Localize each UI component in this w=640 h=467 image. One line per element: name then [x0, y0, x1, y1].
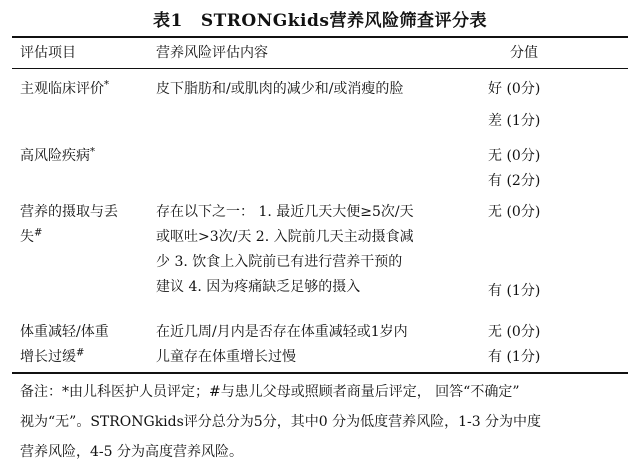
header-rule: [12, 68, 628, 69]
row-1-score-1: 好 (0分): [488, 81, 541, 97]
row-1-mark: *: [104, 79, 109, 91]
row-3-item-line-2-wrap: [20, 224, 42, 250]
row-3-content-line-2: 或呕吐>3次/天 2. 入院前几天主动摄食减: [156, 229, 414, 245]
row-3-score-1: 无 (0分): [488, 204, 541, 220]
row-1-score-2: 差 (1分): [488, 113, 541, 129]
row-4-content-line-1: 在近几周/月内是否存在体重减轻或1岁内: [156, 324, 408, 340]
row-1-item-line-1: 主观临床评价: [20, 81, 104, 97]
row-2-score-1: 无 (0分): [488, 148, 541, 164]
row-3-item-line-2: 失: [20, 229, 34, 245]
note-line-2: 视为“无”。STRONGkids评分总分为5分，其中0 分为低度营养风险，1-3 分为中度: [20, 414, 542, 430]
row-4-mark: #: [76, 347, 85, 359]
header-item: 评估项目: [20, 45, 76, 61]
table-title: [0, 6, 640, 31]
row-2-score-2: 有 (2分): [488, 173, 541, 189]
row-4-score-2: 有 (1分): [488, 349, 541, 365]
row-4-score-1: 无 (0分): [488, 324, 541, 340]
row-1-item: [20, 76, 109, 102]
note-line-1: 备注：*由儿科医护人员评定；#与患儿父母或照顾者商量后评定， 回答“不确定”: [20, 384, 520, 400]
top-rule: [12, 36, 628, 38]
row-2-item-line-1: 高风险疾病: [20, 148, 90, 164]
row-4-item-line-1: 体重减轻/体重: [20, 324, 109, 340]
header-score: 分值: [510, 45, 538, 61]
header-content: 营养风险评估内容: [156, 45, 268, 61]
row-3-content-line-4: 建议 4. 因为疼痛缺乏足够的摄入: [156, 279, 361, 295]
row-2-mark: *: [90, 146, 95, 158]
table-note: [20, 377, 626, 467]
row-4-item-line-2: 增长过缓: [20, 349, 76, 365]
table-number: 表1: [153, 11, 183, 31]
row-3-content-line-1: 存在以下之一： 1. 最近几天大便≥5次/天: [156, 204, 414, 220]
row-4-content-line-2: 儿童存在体重增长过慢: [156, 349, 296, 365]
row-3-score-2: 有 (1分): [488, 283, 541, 299]
row-3-mark: #: [34, 227, 43, 239]
row-4-item-line-2-wrap: [20, 344, 84, 370]
table-title-text: STRONGkids营养风险筛查评分表: [200, 11, 487, 31]
note-line-3: 营养风险，4-5 分为高度营养风险。: [20, 444, 243, 460]
row-3-item-line-1: 营养的摄取与丢: [20, 204, 118, 220]
row-1-content-line-1: 皮下脂肪和/或肌肉的减少和/或消瘦的脸: [156, 81, 404, 97]
bottom-rule: [12, 372, 628, 374]
row-3-content-line-3: 少 3. 饮食上入院前已有进行营养干预的: [156, 254, 403, 270]
row-2-item: [20, 143, 95, 169]
